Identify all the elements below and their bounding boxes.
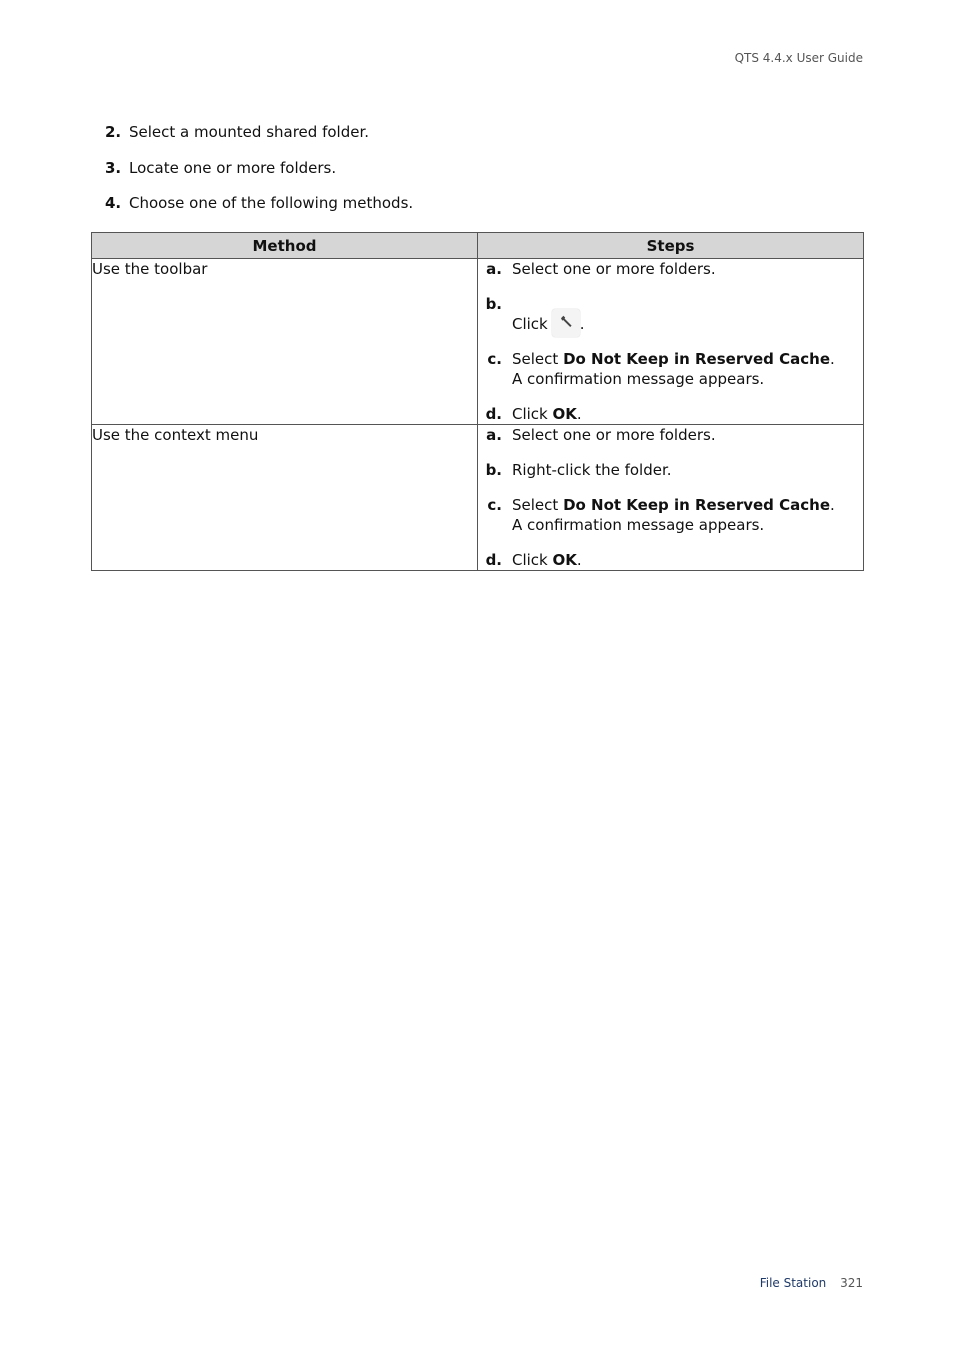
sub-step-text: Click [512, 315, 548, 333]
step-item [105, 158, 865, 178]
sub-step-text: Click [512, 551, 548, 569]
sub-step [478, 404, 863, 424]
sub-step-text: Click [512, 405, 548, 423]
table-row [92, 259, 864, 425]
page-footer [760, 1276, 863, 1290]
sub-step [478, 349, 863, 389]
sub-step-text: Right-click the folder. [512, 461, 672, 479]
page-number: 321 [840, 1276, 863, 1290]
methods-table [91, 232, 864, 571]
sub-step-text: Select [512, 350, 559, 368]
steps-cell [478, 425, 864, 571]
table-header-row [92, 233, 864, 259]
step-number: 3. [105, 158, 122, 177]
sub-step [478, 259, 863, 279]
sub-step-suffix: . [576, 551, 582, 569]
sub-step-suffix: . [830, 496, 835, 514]
footer-section-name: File Station [759, 1276, 827, 1290]
button-name: OK [552, 551, 577, 569]
step-item [105, 122, 865, 142]
step-text: Select a mounted shared folder. [129, 123, 370, 141]
step-number: 4. [105, 194, 122, 212]
sub-step-suffix: . [579, 315, 585, 333]
sub-step-body [512, 349, 863, 389]
sub-step-letter: d. [485, 551, 502, 569]
button-name: OK [552, 405, 577, 423]
sub-step-letter: b. [485, 295, 502, 313]
sub-step-letter: c. [487, 350, 502, 368]
wrench-icon [552, 309, 580, 337]
sub-step-letter: c. [487, 496, 502, 514]
sub-step-text: Select one or more folders. [512, 260, 716, 278]
sub-step-note: A confirmation message appears. [512, 370, 765, 388]
sub-step [478, 425, 863, 445]
steps-cell [478, 259, 864, 425]
sub-step-body [512, 404, 863, 424]
column-header-method: Method [92, 233, 478, 259]
sub-step [478, 294, 863, 334]
sub-step-letter: a. [486, 426, 502, 444]
table-row [92, 425, 864, 571]
sub-step-letter: b. [485, 461, 502, 479]
guide-title: QTS 4.4.x User Guide [734, 51, 863, 65]
step-text: Choose one of the following methods. [129, 194, 414, 212]
sub-step-suffix: . [576, 405, 582, 423]
sub-step-text: Select [512, 496, 559, 514]
option-name: Do Not Keep in Reserved Cache [563, 496, 831, 514]
step-item [105, 193, 865, 213]
method-cell: Use the toolbar [92, 259, 478, 425]
sub-step-note: A confirmation message appears. [512, 516, 765, 534]
sub-step [478, 460, 863, 480]
sub-step-letter: a. [486, 260, 502, 278]
sub-step [478, 495, 863, 535]
step-number: 2. [105, 123, 122, 141]
method-cell: Use the context menu [92, 425, 478, 571]
step-text: Locate one or more folders. [129, 158, 337, 177]
sub-step-suffix: . [830, 350, 835, 368]
sub-step-text: Select one or more folders. [512, 426, 716, 444]
sub-step-body [512, 550, 863, 570]
step-list [105, 122, 865, 229]
sub-step-body [512, 294, 863, 334]
sub-step-body [512, 495, 863, 535]
sub-step [478, 550, 863, 570]
sub-step-letter: d. [485, 405, 502, 423]
option-name: Do Not Keep in Reserved Cache [563, 350, 831, 368]
column-header-steps: Steps [478, 233, 864, 259]
